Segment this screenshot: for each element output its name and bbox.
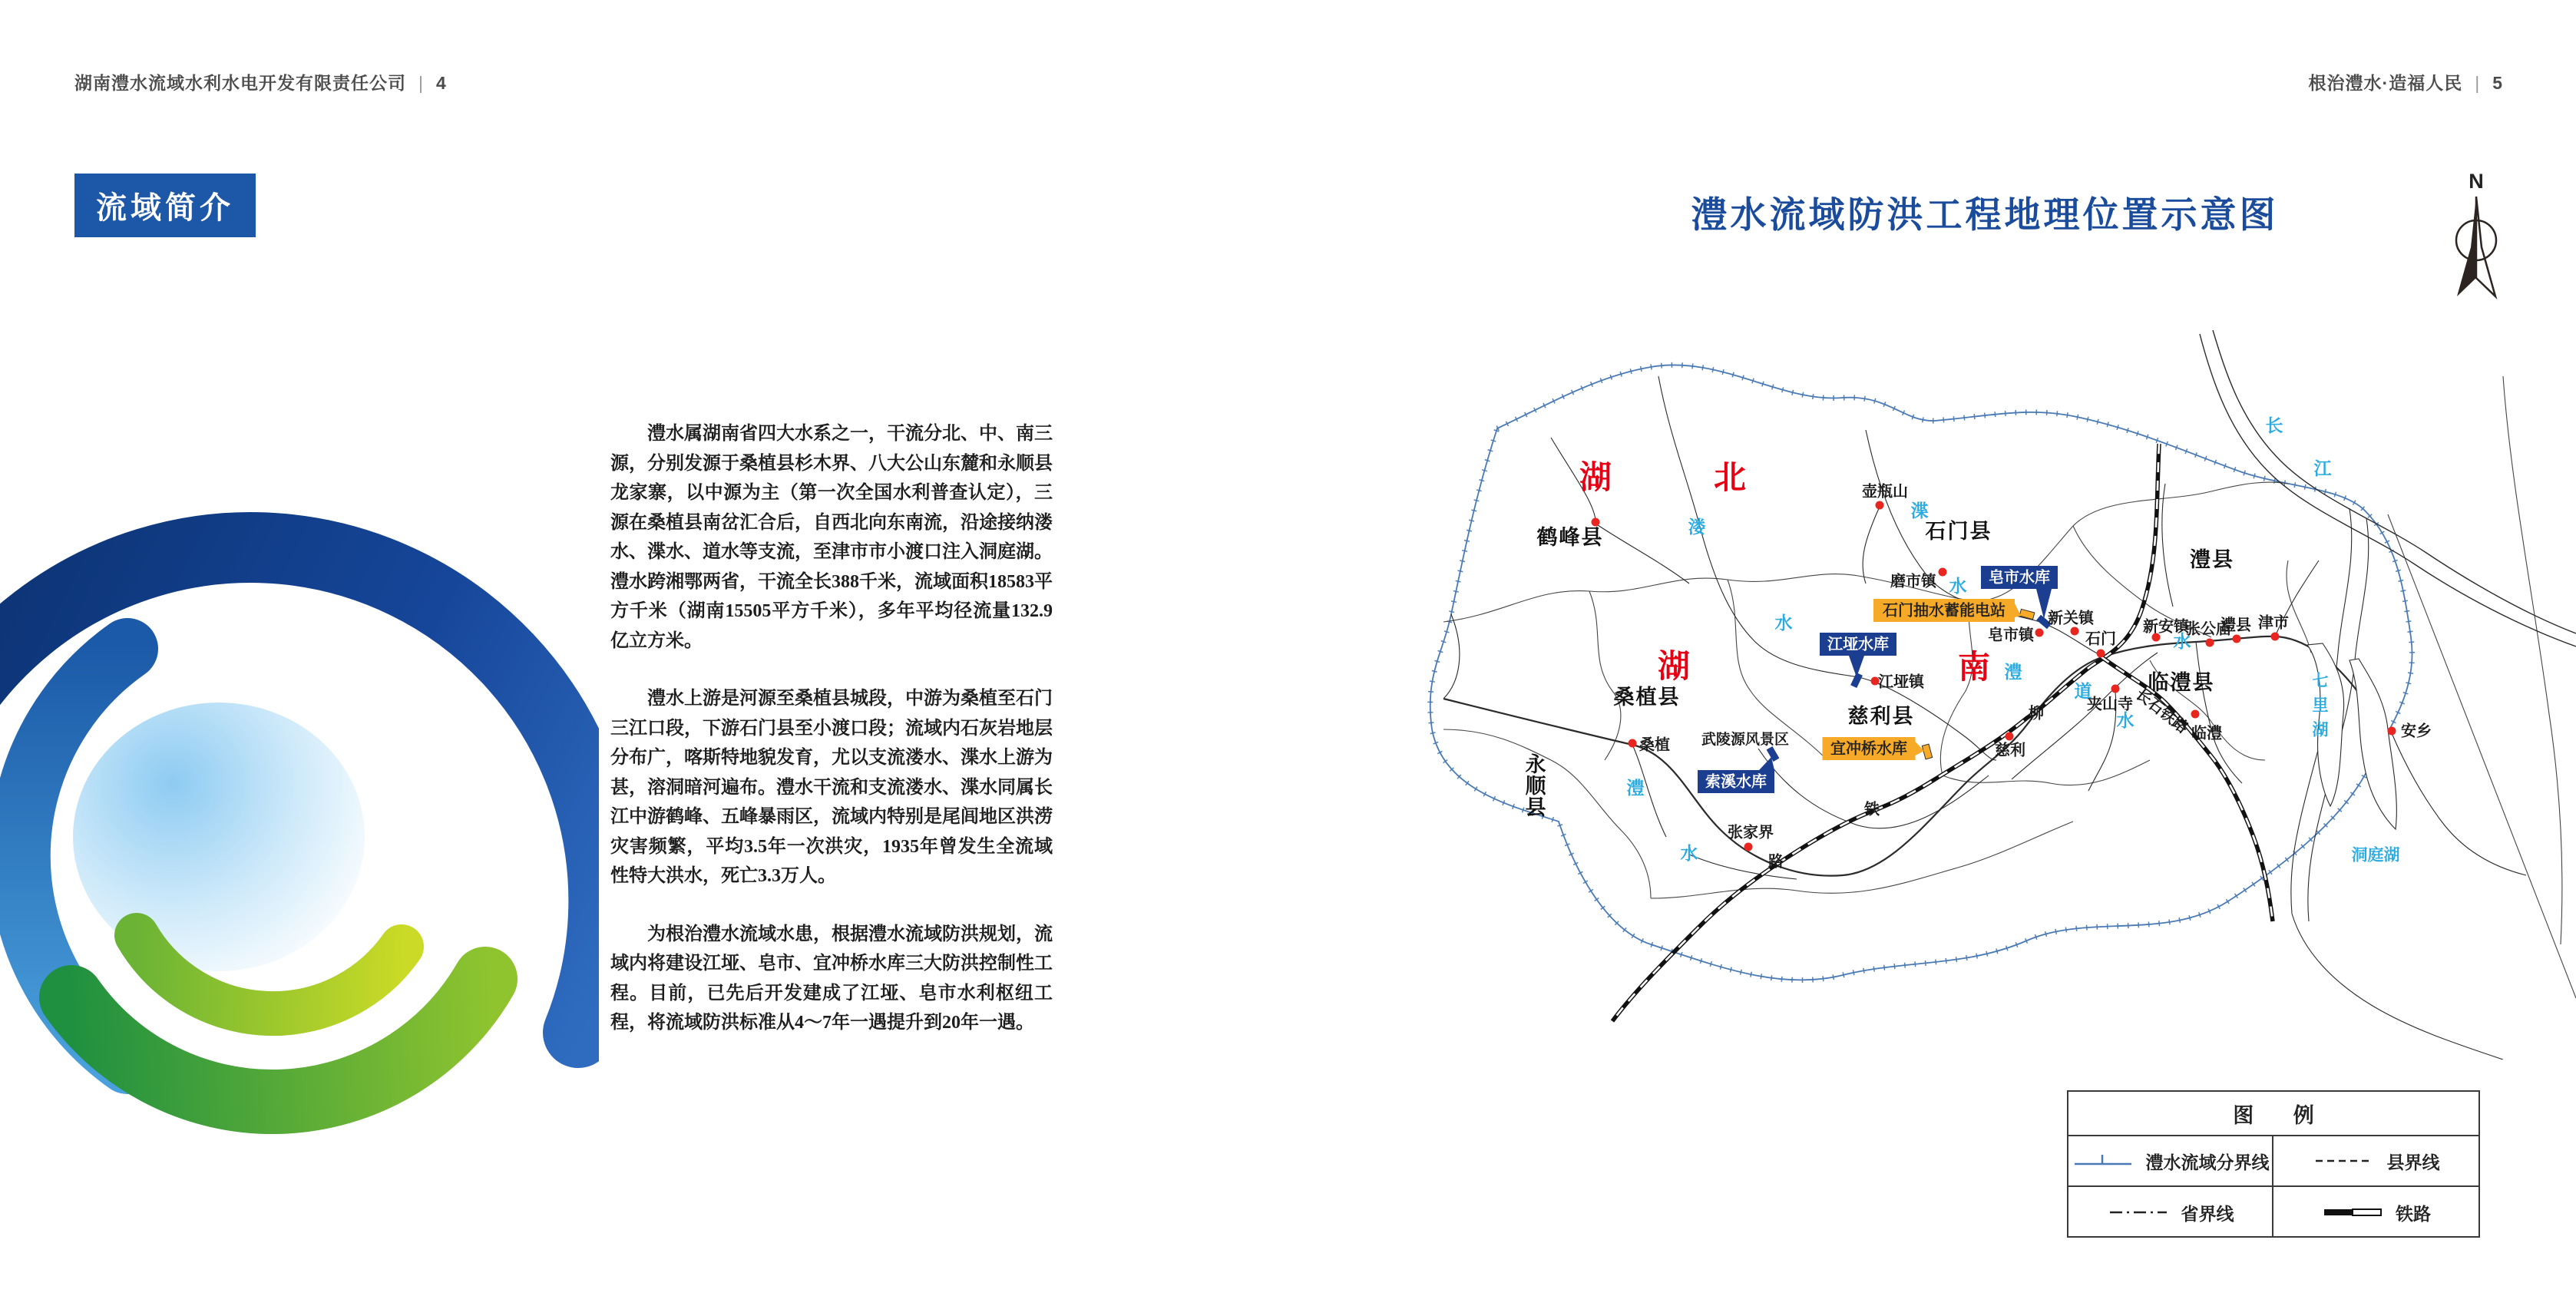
city-dots [1592, 501, 2396, 851]
city-name-label: 张公庙 [2185, 620, 2231, 638]
city-name-label: 澧县 [2221, 617, 2251, 634]
dam-marker [1922, 744, 1932, 759]
tag-pointer [1849, 656, 1864, 677]
river-name-label: 溇 [1688, 517, 1706, 537]
city-dot [2271, 633, 2280, 641]
legend-item-railway [2273, 1187, 2478, 1238]
railway-name-label: 铁 [1864, 801, 1880, 818]
river-name-label: 道 [2074, 681, 2092, 702]
header-divider: | [2475, 73, 2481, 93]
left-page-header [74, 69, 447, 94]
river-name-label: 水 [2116, 710, 2135, 731]
river-name-label: 渫 [1910, 501, 1929, 521]
city-dot [2035, 629, 2044, 637]
compass-north-icon [2442, 161, 2511, 303]
legend-label: 省界线 [2181, 1203, 2234, 1224]
header-divider: | [418, 73, 424, 93]
city-name-label: 石门 [2085, 630, 2116, 648]
county-name-label: 临澧县 [2148, 671, 2215, 695]
lake-name-label: 洞庭湖 [2351, 846, 2400, 865]
reservoir-name-label: 宜冲桥水库 [1830, 740, 1907, 758]
basin-boundary-line [1430, 365, 2412, 980]
paragraph: 澧水上游是河源至桑植县城段，中游为桑植至石门三江口段，下游石门县至小渡口段；流域内石灰岩地层分布广，喀斯特地貌发育，尤以支流溇水、渫水上游为甚，溶洞暗河遍布。澧水干流和支流溇水、渫水同属长江中游鹤峰、五峰暴雨区，流域内特别是尾闾地区洪涝灾害频繁，平均3.5年一次洪灾，1935年曾发生全流域性特大洪水，死亡3.3万人。 [610, 689, 1053, 886]
compass-needle-light [2476, 197, 2495, 296]
city-name-label: 夹山寺 [2087, 696, 2133, 713]
river-name-label: 水 [1680, 843, 1698, 864]
slogan: 根治澧水·造福人民 [2308, 73, 2463, 93]
city-name-label: 桑植 [1639, 736, 1670, 754]
province-boundary-symbol [2107, 1202, 2170, 1222]
railway-name-label: 路 [1768, 853, 1784, 871]
city-dot [1744, 843, 1753, 851]
river-name-label: 澧 [2004, 662, 2022, 683]
compass-needle-dark [2457, 197, 2476, 296]
city-dot [1629, 739, 1637, 748]
reservoir-name-label: 江垭水库 [1827, 636, 1889, 653]
city-dot [1939, 568, 1947, 577]
right-page-number: 5 [2492, 73, 2503, 93]
river-name-label: 水 [1774, 613, 1793, 633]
city-name-label: 磨市镇 [1890, 573, 1936, 590]
basin-boundary-symbol [2072, 1151, 2135, 1171]
river-name-label: 水 [1949, 576, 1967, 597]
map-legend [2067, 1090, 2480, 1238]
paragraph: 为根治澧水流域水患，根据澧水流域防洪规划，流域内将建设江垭、皂市、宜冲桥水库三大防洪控制性工程。目前，已先后开发建成了江垭、皂市水利枢纽工程，将流域防洪标准从4～7年一遇提升到20年一遇。 [610, 924, 1053, 1033]
province-name-label: 北 [1713, 459, 1747, 496]
company-name: 湖南澧水流域水利水电开发有限责任公司 [74, 73, 406, 93]
river-name-label: 澧 [1626, 778, 1645, 798]
paragraph: 澧水属湖南省四大水系之一，干流分北、中、南三源，分别发源于桑植县杉木界、八大公山东麓和永顺县龙家寨，以中源为主（第一次全国水利普查认定），三源在桑植县南岔汇合后，自西北向东南流，沿途接纳溇水、渫水、道水等支流，至津市市小渡口注入洞庭湖。澧水跨湘鄂两省，干流全长388千米，流域面积18583平方千米（湖南15505平方千米），多年平均径流量132.9亿立方米。 [610, 424, 1053, 651]
basin-introduction-text [610, 419, 1053, 1066]
city-dot [2111, 685, 2120, 693]
county-name-label: 澧县 [2190, 548, 2234, 572]
county-name-label: 石门县 [1925, 520, 1992, 544]
county-name-label: 县 [1525, 796, 1548, 820]
city-name-label: 壶瓶山 [1862, 483, 1908, 501]
dam-marker [1767, 746, 1780, 762]
county-name-label: 顺 [1525, 775, 1548, 798]
reservoir-tag [1823, 737, 1925, 760]
river-name-label: 江 [2313, 458, 2332, 479]
tag-pointer [2015, 603, 2021, 617]
city-dot [2097, 650, 2105, 658]
county-name-label: 桑植县 [1613, 686, 1681, 709]
left-page-number: 4 [435, 73, 447, 93]
basin-map [1397, 330, 2576, 1060]
river-name-label: 水 [2173, 631, 2191, 652]
compass-n-label: N [2469, 170, 2484, 193]
county-name-label: 鹤峰县 [1536, 526, 1604, 550]
railway-name-label: 柳 [2029, 705, 2044, 722]
legend-item-province-boundary [2068, 1187, 2273, 1238]
city-name-label: 津市 [2258, 614, 2289, 632]
railway-name-label: 长石铁路 [2132, 686, 2191, 737]
city-dot [1592, 518, 1600, 527]
city-dot [2206, 639, 2214, 647]
scenic-area-label: 武陵源风景区 [1701, 732, 1790, 749]
city-name-label: 皂市镇 [1988, 627, 2034, 644]
reservoir-name-label: 皂市水库 [1989, 569, 2050, 587]
lake-name-label: 里 [2312, 696, 2329, 715]
province-name-label: 湖 [1657, 648, 1691, 685]
city-dot [1876, 501, 1884, 510]
city-name-label: 江垭镇 [1878, 673, 1924, 691]
section-title-badge: 流域简介 [74, 174, 256, 237]
city-dot [2233, 635, 2241, 643]
legend-label: 县界线 [2386, 1152, 2440, 1172]
county-boundary-symbol [2313, 1151, 2376, 1171]
city-name-label: 张家界 [1728, 824, 1774, 841]
legend-label: 铁路 [2396, 1203, 2431, 1224]
map-title: 澧水流域防洪工程地理位置示意图 [1691, 194, 2279, 235]
lake-name-label: 七 [2312, 672, 2329, 690]
legend-item-county-boundary [2273, 1136, 2478, 1187]
city-dot [2006, 732, 2014, 741]
city-name-label: 新关镇 [2048, 610, 2094, 627]
province-name-label: 南 [1957, 649, 1991, 686]
county-name-label: 慈利县 [1847, 705, 1915, 729]
city-dot [2071, 627, 2079, 636]
reservoir-tag [1873, 599, 2021, 622]
right-page-header [2309, 69, 2503, 94]
reservoir-tag [1698, 757, 1774, 793]
lake-name-label: 湖 [2312, 721, 2329, 739]
railway-symbol [2321, 1202, 2384, 1222]
city-name-label: 临澧 [2191, 725, 2222, 742]
city-name-label: 安乡 [2401, 722, 2432, 740]
dam-marker [2019, 609, 2035, 619]
legend-title: 图 例 [2068, 1092, 2478, 1136]
city-dot [2388, 727, 2396, 736]
company-logo [0, 399, 599, 1306]
reservoir-tag [1820, 633, 1896, 677]
province-name-label: 湖 [1579, 459, 1612, 496]
city-name-label: 慈利 [1995, 742, 2025, 759]
legend-grid [2068, 1136, 2478, 1238]
reservoir-name-label: 石门抽水蓄能电站 [1883, 602, 2006, 620]
legend-item-basin-boundary [2068, 1136, 2273, 1187]
reservoir-name-label: 索溪水库 [1705, 773, 1767, 791]
city-name-label: 新安镇 [2143, 618, 2189, 636]
county-name-label: 永 [1525, 753, 1548, 777]
city-dot [2191, 710, 2200, 719]
legend-label: 澧水流域分界线 [2145, 1152, 2270, 1172]
river-name-label: 长 [2265, 415, 2283, 436]
